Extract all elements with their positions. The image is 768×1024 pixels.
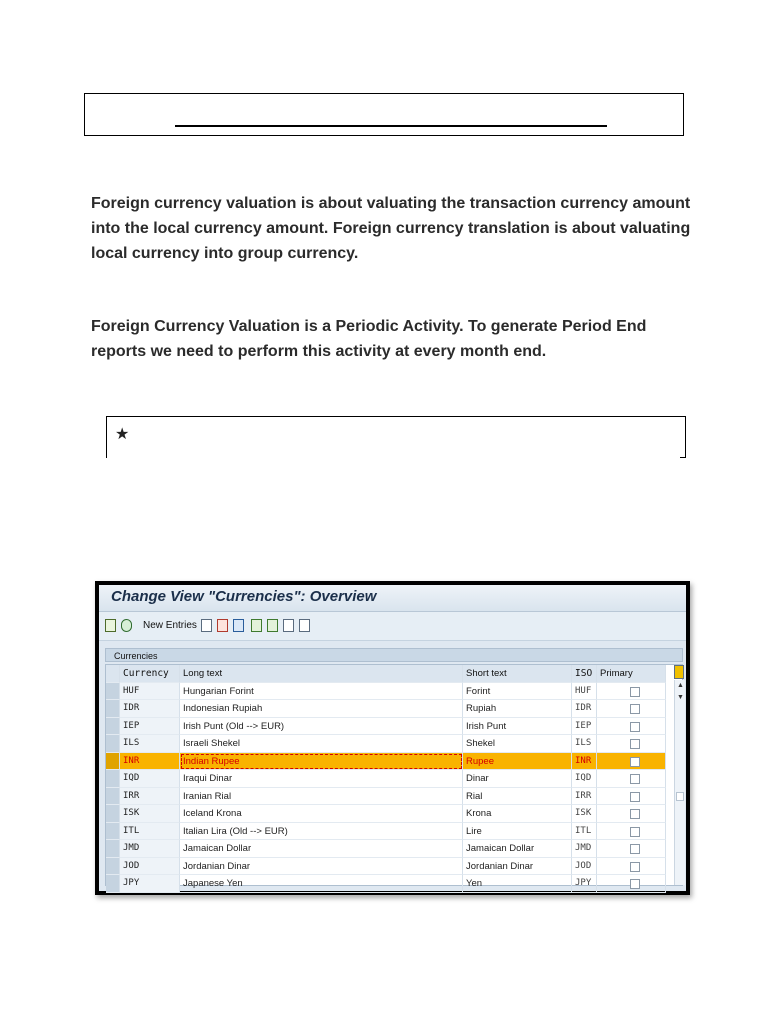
- cell-short-text[interactable]: Dinar: [463, 770, 572, 788]
- display-change-icon[interactable]: [105, 619, 116, 632]
- cell-iso[interactable]: HUF: [572, 683, 597, 701]
- row-selector[interactable]: [106, 718, 120, 736]
- title-box: [84, 93, 684, 136]
- primary-checkbox[interactable]: [630, 687, 640, 697]
- row-selector[interactable]: [106, 735, 120, 753]
- cell-primary: [597, 823, 666, 841]
- cell-iso[interactable]: ITL: [572, 823, 597, 841]
- cell-primary: [597, 858, 666, 876]
- cell-iso[interactable]: JPY: [572, 875, 597, 893]
- cell-iso[interactable]: IEP: [572, 718, 597, 736]
- cell-iso[interactable]: ILS: [572, 735, 597, 753]
- cell-currency[interactable]: IEP: [120, 718, 180, 736]
- star-icon: ★: [115, 424, 130, 443]
- copy-icon[interactable]: [201, 619, 212, 632]
- table-settings-icon[interactable]: [674, 665, 684, 679]
- sap-window-title: Change View "Currencies": Overview: [111, 588, 377, 605]
- cell-short-text[interactable]: Rial: [463, 788, 572, 806]
- cell-primary: [597, 788, 666, 806]
- table-row[interactable]: [106, 700, 666, 718]
- table-caption: Currencies: [105, 648, 683, 662]
- scroll-up-icon[interactable]: ▲: [677, 682, 684, 689]
- select-all-icon[interactable]: [251, 619, 262, 632]
- table-row[interactable]: [106, 770, 666, 788]
- primary-checkbox[interactable]: [630, 774, 640, 784]
- primary-checkbox[interactable]: [630, 879, 640, 889]
- cell-long-text[interactable]: Iraqui Dinar: [180, 770, 463, 788]
- table-row[interactable]: [106, 683, 666, 701]
- cell-short-text[interactable]: Rupee: [463, 753, 572, 771]
- table-row[interactable]: [106, 718, 666, 736]
- cell-long-text[interactable]: Irish Punt (Old --> EUR): [180, 718, 463, 736]
- title-underline: [175, 125, 607, 127]
- table-row[interactable]: [106, 858, 666, 876]
- print-icon[interactable]: [299, 619, 310, 632]
- cell-short-text[interactable]: Forint: [463, 683, 572, 701]
- cell-short-text[interactable]: Yen: [463, 875, 572, 893]
- note-box: [106, 416, 686, 458]
- cell-long-text[interactable]: Jordanian Dinar: [180, 858, 463, 876]
- delete-icon[interactable]: [217, 619, 228, 632]
- cell-currency[interactable]: IDR: [120, 700, 180, 718]
- find-icon[interactable]: [121, 619, 132, 632]
- primary-checkbox[interactable]: [630, 757, 640, 767]
- primary-checkbox[interactable]: [630, 862, 640, 872]
- row-selector[interactable]: [106, 840, 120, 858]
- primary-checkbox[interactable]: [630, 722, 640, 732]
- row-selector[interactable]: [106, 875, 120, 893]
- column-header-short-text[interactable]: Short text: [463, 665, 572, 683]
- cell-currency[interactable]: ITL: [120, 823, 180, 841]
- vertical-scrollbar[interactable]: [674, 680, 685, 885]
- table-row[interactable]: [106, 753, 666, 771]
- cell-iso[interactable]: ISK: [572, 805, 597, 823]
- cell-long-text[interactable]: Israeli Shekel: [180, 735, 463, 753]
- cell-primary: [597, 700, 666, 718]
- sap-screenshot: [95, 581, 690, 895]
- cell-iso[interactable]: JOD: [572, 858, 597, 876]
- column-header-primary[interactable]: Primary: [597, 665, 666, 683]
- cell-primary: [597, 735, 666, 753]
- row-selector[interactable]: [106, 805, 120, 823]
- select-block-icon[interactable]: [267, 619, 278, 632]
- cell-primary: [597, 718, 666, 736]
- primary-checkbox[interactable]: [630, 792, 640, 802]
- table-row[interactable]: [106, 875, 666, 893]
- table-header-row: [106, 665, 666, 683]
- table-row[interactable]: [106, 735, 666, 753]
- row-selector[interactable]: [106, 700, 120, 718]
- cell-currency[interactable]: ISK: [120, 805, 180, 823]
- cell-primary: [597, 753, 666, 771]
- cell-long-text[interactable]: Hungarian Forint: [180, 683, 463, 701]
- sap-toolbar: [99, 612, 686, 641]
- primary-checkbox[interactable]: [630, 704, 640, 714]
- cell-primary: [597, 770, 666, 788]
- cell-currency[interactable]: JPY: [120, 875, 180, 893]
- row-selector[interactable]: [106, 683, 120, 701]
- cell-primary: [597, 875, 666, 893]
- table-row[interactable]: [106, 788, 666, 806]
- cell-long-text[interactable]: Italian Lira (Old --> EUR): [180, 823, 463, 841]
- cell-currency[interactable]: JMD: [120, 840, 180, 858]
- cell-long-text[interactable]: Japanese Yen: [180, 875, 463, 893]
- cell-currency[interactable]: JOD: [120, 858, 180, 876]
- cell-short-text[interactable]: Lire: [463, 823, 572, 841]
- column-header-long-text[interactable]: Long text: [180, 665, 463, 683]
- cell-primary: [597, 840, 666, 858]
- row-selector[interactable]: [106, 770, 120, 788]
- cell-long-text[interactable]: Jamaican Dollar: [180, 840, 463, 858]
- note-box-corner: [680, 457, 686, 458]
- cell-iso[interactable]: IRR: [572, 788, 597, 806]
- undo-icon[interactable]: [233, 619, 244, 632]
- primary-checkbox[interactable]: [630, 844, 640, 854]
- cell-iso[interactable]: IQD: [572, 770, 597, 788]
- scroll-down-icon[interactable]: ▼: [677, 694, 684, 701]
- new-entries-button[interactable]: New Entries: [143, 620, 197, 631]
- cell-short-text[interactable]: Shekel: [463, 735, 572, 753]
- column-header-currency[interactable]: Currency: [120, 665, 180, 683]
- cell-currency[interactable]: IRR: [120, 788, 180, 806]
- cell-short-text[interactable]: Jamaican Dollar: [463, 840, 572, 858]
- table-row[interactable]: [106, 840, 666, 858]
- column-header-iso[interactable]: ISO: [572, 665, 597, 683]
- paragraph-periodic-activity: Foreign Currency Valuation is a Periodic Activity. To generate Period End reports we need to perform this activity at every month end.: [91, 318, 647, 360]
- cell-short-text[interactable]: Rupiah: [463, 700, 572, 718]
- cell-long-text[interactable]: Indian Rupee: [180, 753, 463, 771]
- cell-short-text[interactable]: Irish Punt: [463, 718, 572, 736]
- cell-iso[interactable]: JMD: [572, 840, 597, 858]
- paragraph-currency-valuation: Foreign currency valuation is about valuating the transaction currency amount into the local currency amount. Foreign currency translation is about valuating local currency into group currency.: [91, 195, 691, 262]
- sap-window: [99, 585, 686, 891]
- table-row[interactable]: [106, 823, 666, 841]
- deselect-all-icon[interactable]: [283, 619, 294, 632]
- cell-long-text[interactable]: Iranian Rial: [180, 788, 463, 806]
- cell-currency[interactable]: IQD: [120, 770, 180, 788]
- cell-short-text[interactable]: Jordanian Dinar: [463, 858, 572, 876]
- table-row[interactable]: [106, 805, 666, 823]
- row-selector[interactable]: [106, 823, 120, 841]
- scroll-thumb[interactable]: [676, 792, 684, 801]
- cell-iso[interactable]: INR: [572, 753, 597, 771]
- cell-primary: [597, 683, 666, 701]
- cell-iso[interactable]: IDR: [572, 700, 597, 718]
- cell-long-text[interactable]: Iceland Krona: [180, 805, 463, 823]
- currencies-table: [105, 664, 684, 889]
- primary-checkbox[interactable]: [630, 809, 640, 819]
- sap-title-bar: [99, 585, 686, 612]
- row-selector[interactable]: [106, 753, 120, 771]
- primary-checkbox[interactable]: [630, 827, 640, 837]
- cell-currency[interactable]: ILS: [120, 735, 180, 753]
- row-selector[interactable]: [106, 858, 120, 876]
- primary-checkbox[interactable]: [630, 739, 640, 749]
- row-selector[interactable]: [106, 788, 120, 806]
- cell-currency[interactable]: INR: [120, 753, 180, 771]
- select-all-column[interactable]: [106, 665, 120, 683]
- cell-currency[interactable]: HUF: [120, 683, 180, 701]
- cell-long-text[interactable]: Indonesian Rupiah: [180, 700, 463, 718]
- cell-short-text[interactable]: Krona: [463, 805, 572, 823]
- cell-primary: [597, 805, 666, 823]
